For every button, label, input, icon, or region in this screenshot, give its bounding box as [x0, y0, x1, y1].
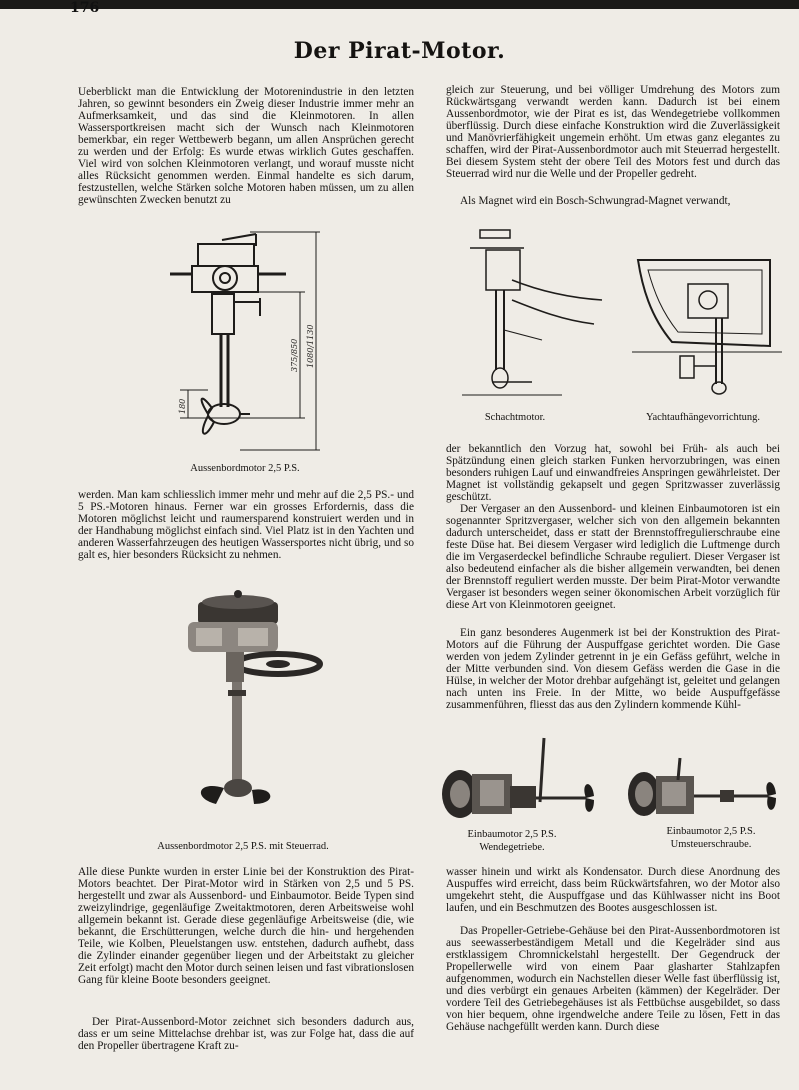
- figure-6-caption-line-2: Umsteuerschraube.: [670, 839, 752, 850]
- figure-outboard-motor-steering-wheel: [168, 590, 328, 825]
- right-paragraph-2: Als Magnet wird ein Bosch-Schwungrad-Magnet verwandt,: [460, 195, 731, 207]
- figure-6-caption: [646, 825, 776, 851]
- figure-3-caption: Schachtmotor.: [484, 412, 546, 423]
- right-paragraph-4: Der Vergaser an den Aussenbord- und kleinen Einbaumotoren ist ein sogenannter Spritzvergaser, welcher sich von den allgemein bekannten dadurch unterscheidet, dass er statt der Brennstoffregulierschraube eine feste Düse hat. Bei diesem Vergaser wird lediglich die Luftmenge durch die im Vergaserdeckel befindliche Schraube reguliert. Dieser Vergaser ist also bedeutend einfacher als die bisher allgemein verwandten, bei denen der Brennstoff reguliert werden musste. Der beim Pirat-Motor verwandte Vergaser ist besonders wegen seiner ökonomischen Arbeit vorzüglich für diese Art von Kleinmotoren geeignet.: [446, 503, 780, 611]
- right-paragraph-1: gleich zur Steuerung, und bei völliger Umdrehung des Motors zum Rückwärtsgang verwandt werden kann. Dadurch ist bei einem Aussenbordmotor, wie der Pirat es ist, das Wendegetriebe vollkommen überflüssig. Durch diese einfache Konstruktion wird die Zuverlässigkeit und Manövrierfähigkeit ungemein erhöht. Um etwas ganz elegantes zu schaffen, wird der Pirat-Aussenbordmotor auch mit Steuerrad hergestellt. Bei diesem System steht der obere Teil des Motors fest und durch das Steuerrad wird nur die Welle und der Propeller gedreht.: [446, 84, 780, 180]
- figure-inboard-motor-reverse-gear: [436, 734, 606, 824]
- left-paragraph-2: werden. Man kam schliesslich immer mehr und mehr auf die 2,5 PS.- und 5 PS.-Motoren hinaus. Ferner war ein grosses Erfordernis, dass die Motoren möglichst leicht und raumersparend konstruiert werden und in der Handhabung möglichst einfach sind. Viel Platz ist in den Yachten und anderen Wasserfahrzeugen des heutigen Wassersportes nicht übrig, und so galt es, hier besonders Rücksicht zu nehmen.: [78, 489, 414, 561]
- figure-5-caption: [452, 828, 572, 854]
- figure-4-caption: Yachtaufhängevorrichtung.: [645, 412, 761, 423]
- right-paragraph-5: Ein ganz besonderes Augenmerk ist bei der Konstruktion des Pirat-Motors auf die Führung der Auspuffgase gerichtet worden. Die Gase werden von jedem Zylinder getrennt in je ein Gefäss geführt, welche in der Mitte verbunden sind. Von diesem Gefäss werden die Gase in die Hülse, in welcher der Motor drehbar aufgehängt ist, geleitet und gelangen nach unten ins Freie. In der Mitte, wo beide Auspuffgefässe zusammenführen, fliesst das aus den Zylindern kommende Kühl-: [446, 627, 780, 711]
- dimension-label-b: 1080/1130: [306, 324, 315, 368]
- page-top-border: [0, 0, 799, 9]
- left-paragraph-1: Ueberblickt man die Entwicklung der Motorenindustrie in den letzten Jahren, so gewinnt besonders ein Zweig dieser Industrie immer mehr an Aufmerksamkeit, und das sind die Kleinmotoren. In allen Wassersportkreisen macht sich der Wunsch nach Kleinmotoren bemerkbar, ein reger Wettbewerb begann, um allen Ansprüchen gerecht zu werden und der Erfolg: Es wurde etwas wirklich Gutes geschaffen. Viel wird von solchen Kleinmotoren verlangt, und worauf musste nicht alles Rücksicht genommen werden. Einmal handelte es sich darum, festzustellen, welche Stärken solche Motoren haben müssen, um zu allen gewünschten Zwecken benutzt zu: [78, 86, 414, 206]
- figure-5-caption-line-2: Wendegetriebe.: [479, 842, 545, 853]
- right-paragraph-7: Das Propeller-Getriebe-Gehäuse bei den Pirat-Aussenbordmotoren ist aus seewasserbeständigem Metall und die Kegelräder sind aus erstklassigem Chromnickelstahl hergestellt. Der Gegendruck der Propellerwelle wird von einem Paar glasharter Stahlzapfen aufgenommen, wodurch ein Nachstellen dieser Welle fast überflüssig ist, und dies verbürgt ein genaues Arbeiten (kämmen) der Kegelräder. Der vordere Teil des Getriebegehäuses ist als Fettbüchse ausgebildet, so dass von hier bequem, ohne irgendwelche andere Teile zu lösen, Fett in das Gehäuse nachgefüllt werden kann. Durch diese: [446, 925, 780, 1033]
- figure-inboard-motor-reversible-propeller: [622, 756, 792, 824]
- figure-5-caption-line-1: Einbaumotor 2,5 P.S.: [467, 829, 557, 840]
- figure-yacht-mount-drawing: [632, 256, 782, 406]
- figure-outboard-motor-drawing: [160, 222, 340, 457]
- dimension-label-c: 180: [178, 398, 187, 414]
- page-title: Der Pirat-Motor.: [293, 38, 506, 64]
- right-paragraph-6: wasser hinein und wirkt als Kondensator. Durch diese Anordnung des Auspuffes wird erreicht, dass beim Rückwärtsfahren, wo der Motor also umgekehrt steht, die Auspuffgase und das Kühlwasser nicht ins Boot laufen, und ein Beschmutzen des Bootes ausgeschlossen ist.: [446, 866, 780, 914]
- right-paragraph-3: der bekanntlich den Vorzug hat, sowohl bei Früh- als auch bei Spätzündung einen gleich starken Funken hervorzubringen, was einen besonders ruhigen Lauf und einwandfreies Anspringen gewährleistet. Der Magnet ist vollständig gekapselt und gegen Spritzwasser zuverlässig geschützt.: [446, 443, 780, 503]
- figure-2-caption: Aussenbordmotor 2,5 P.S. mit Steuerrad.: [157, 841, 329, 852]
- left-paragraph-3: Alle diese Punkte wurden in erster Linie bei der Konstruktion des Pirat-Motors beachtet. Der Pirat-Motor wird in Stärken von 2,5 und 5 PS. hergestellt und zwar als Aussenbord- und Einbaumotor. Beide Typen sind zweizylindrige, gegenläufige Zweitaktmotoren, deren Arbeitsweise wohl allgemein bekannt ist. Gerade diese gegenläufige Arbeitsweise (die, wie bekannt, die Erschütterungen, welche durch die hin- und hergehenden Teile, wie Kolben, Pleuelstangen usw. entstehen, dadurch aufhebt, dass die Zylinder einander gegenüber liegen und der Arbeitstakt zu gleicher Zeit erfolgt) macht den Motor durch seinen leisen und fast vibrationslosen Gang für kleine Boote besonders geeignet.: [78, 866, 414, 986]
- page-number: 176: [70, 0, 100, 16]
- dimension-label-a: 375/850: [290, 338, 299, 372]
- figure-6-caption-line-1: Einbaumotor 2,5 P.S.: [666, 826, 756, 837]
- left-paragraph-4: Der Pirat-Aussenbord-Motor zeichnet sich besonders dadurch aus, dass er um seine Mittelachse drehbar ist, was zur Folge hat, dass die auf den Propeller übertragene Kraft zu-: [78, 1016, 414, 1052]
- figure-1-caption: Aussenbordmotor 2,5 P.S.: [190, 463, 300, 474]
- figure-shaft-motor-drawing: [462, 220, 612, 405]
